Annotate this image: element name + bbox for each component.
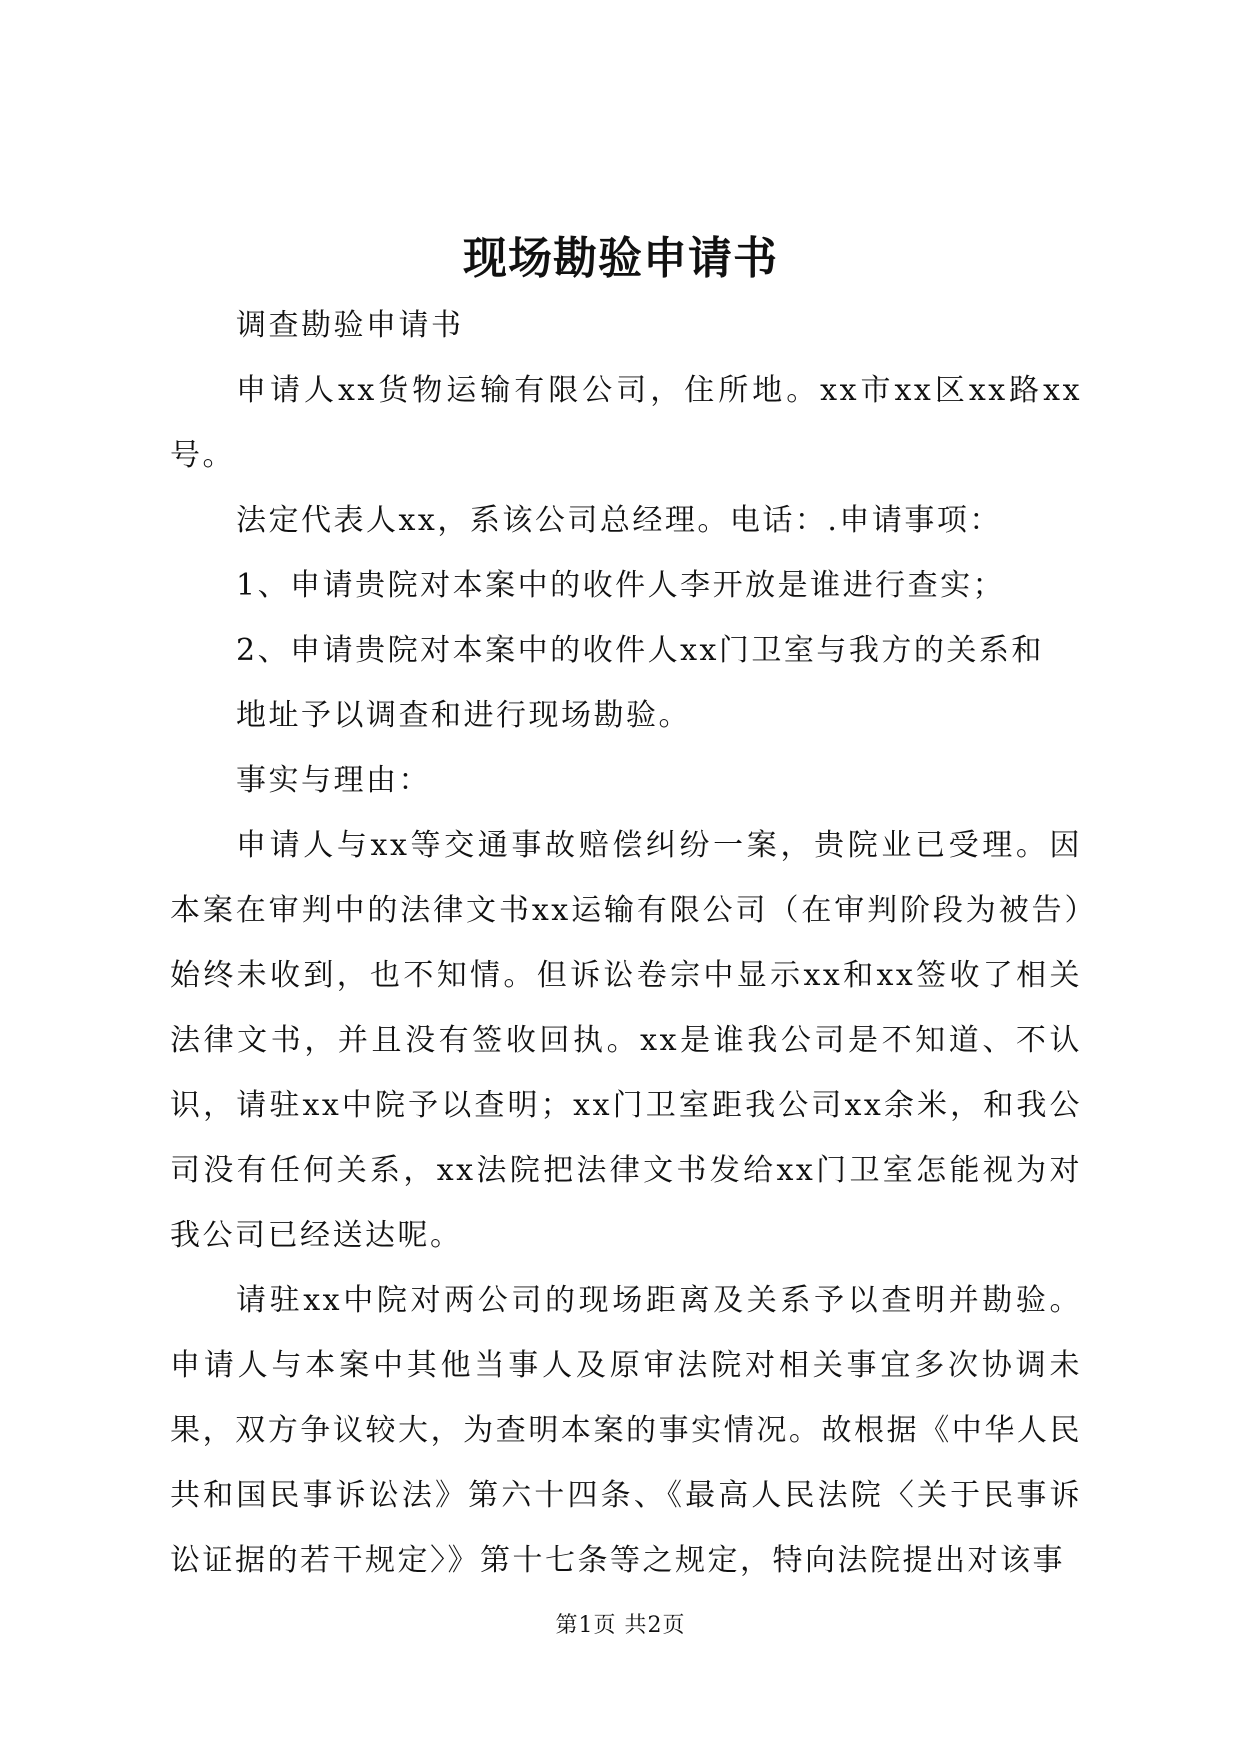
paragraph-applicant: 申请人xx货物运输有限公司，住所地。xx市xx区xx路xx号。 <box>170 373 1082 473</box>
paragraph-request-item-2-continued: 地址予以调查和进行现场勘验。 <box>236 698 691 733</box>
page-number-footer: 第1页 共2页 <box>555 1613 686 1638</box>
paragraph-request-item-1: 1、申请贵院对本案中的收件人李开放是谁进行查实； <box>236 568 1006 603</box>
paragraph-request-item-2: 2、申请贵院对本案中的收件人xx门卫室与我方的关系和 <box>236 633 1044 668</box>
paragraph-request-investigation: 请驻xx中院对两公司的现场距离及关系予以查明并勘验。申请人与本案中其他当事人及原审法院对相关事宜多次协调未果，双方争议较大，为查明本案的事实情况。故根据《中华人民共和国民事诉讼法》第六十四条、《最高人民法院〈关于民事诉讼证据的若干规定〉》第十七条等之规定，特向法院提出对该事 <box>170 1283 1082 1578</box>
document-body <box>170 293 1082 1593</box>
paragraph-facts-heading: 事实与理由： <box>236 763 431 798</box>
paragraph-subtitle: 调查勘验申请书 <box>236 308 464 343</box>
paragraph-legal-representative: 法定代表人xx，系该公司总经理。电话：.申请事项： <box>236 503 1002 538</box>
paragraph-facts: 申请人与xx等交通事故赔偿纠纷一案，贵院业已受理。因本案在审判中的法律文书xx运输有限公司（在审判阶段为被告）始终未收到，也不知情。但诉讼卷宗中显示xx和xx签收了相关法律文书，并且没有签收回执。xx是谁我公司是不知道、不认识，请驻xx中院予以查明；xx门卫室距我公司xx余米，和我公司没有任何关系，xx法院把法律文书发给xx门卫室怎能视为对我公司已经送达呢。 <box>170 828 1082 1253</box>
document-title: 现场勘验申请书 <box>463 233 778 284</box>
